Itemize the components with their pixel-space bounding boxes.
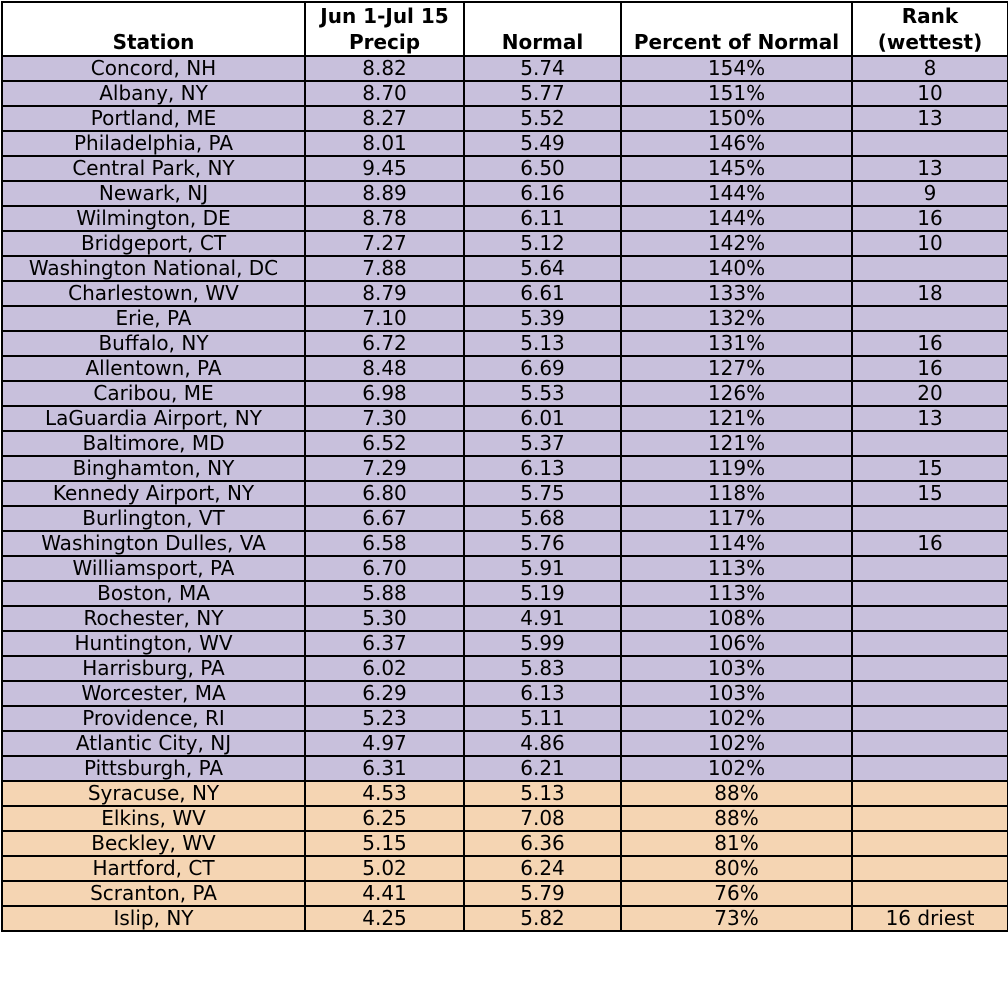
cell-rank: 10 [852, 81, 1008, 106]
cell-station: Huntington, WV [2, 631, 305, 656]
header-rank [852, 2, 1008, 56]
cell-station: Rochester, NY [2, 606, 305, 631]
table-row [2, 806, 1008, 831]
cell-rank [852, 706, 1008, 731]
cell-station: Elkins, WV [2, 806, 305, 831]
cell-normal: 5.79 [464, 881, 621, 906]
cell-station: Kennedy Airport, NY [2, 481, 305, 506]
cell-station: Buffalo, NY [2, 331, 305, 356]
header-normal-label: Normal [501, 30, 584, 54]
cell-normal: 5.53 [464, 381, 621, 406]
cell-normal: 5.68 [464, 506, 621, 531]
cell-precip: 6.72 [305, 331, 464, 356]
cell-percent: 142% [621, 231, 852, 256]
cell-percent: 121% [621, 431, 852, 456]
cell-normal: 6.61 [464, 281, 621, 306]
table-row [2, 131, 1008, 156]
table-row [2, 281, 1008, 306]
cell-percent: 154% [621, 56, 852, 81]
cell-station: LaGuardia Airport, NY [2, 406, 305, 431]
cell-rank [852, 306, 1008, 331]
precip-table [1, 1, 1008, 932]
cell-precip: 6.58 [305, 531, 464, 556]
header-rank-line2: (wettest) [877, 30, 983, 54]
cell-precip: 6.67 [305, 506, 464, 531]
cell-precip: 5.88 [305, 581, 464, 606]
cell-precip: 8.78 [305, 206, 464, 231]
cell-normal: 5.82 [464, 906, 621, 931]
cell-normal: 5.83 [464, 656, 621, 681]
cell-station: Central Park, NY [2, 156, 305, 181]
cell-station: Newark, NJ [2, 181, 305, 206]
cell-station: Islip, NY [2, 906, 305, 931]
cell-precip: 6.52 [305, 431, 464, 456]
table-row [2, 781, 1008, 806]
cell-rank [852, 831, 1008, 856]
cell-station: Erie, PA [2, 306, 305, 331]
cell-rank [852, 806, 1008, 831]
table-row [2, 481, 1008, 506]
cell-precip: 8.89 [305, 181, 464, 206]
table-row [2, 231, 1008, 256]
cell-rank [852, 581, 1008, 606]
cell-percent: 126% [621, 381, 852, 406]
cell-station: Burlington, VT [2, 506, 305, 531]
cell-station: Albany, NY [2, 81, 305, 106]
cell-percent: 113% [621, 556, 852, 581]
cell-normal: 5.76 [464, 531, 621, 556]
cell-rank [852, 256, 1008, 281]
table-row [2, 706, 1008, 731]
cell-precip: 5.23 [305, 706, 464, 731]
cell-rank: 13 [852, 156, 1008, 181]
cell-precip: 8.48 [305, 356, 464, 381]
cell-normal: 6.36 [464, 831, 621, 856]
table-row [2, 81, 1008, 106]
cell-rank: 10 [852, 231, 1008, 256]
table-row [2, 881, 1008, 906]
cell-rank: 13 [852, 406, 1008, 431]
cell-normal: 6.16 [464, 181, 621, 206]
cell-rank [852, 856, 1008, 881]
cell-percent: 88% [621, 781, 852, 806]
table-row [2, 756, 1008, 781]
cell-rank: 16 [852, 531, 1008, 556]
cell-normal: 5.37 [464, 431, 621, 456]
header-percent [621, 2, 852, 56]
cell-precip: 6.70 [305, 556, 464, 581]
cell-percent: 102% [621, 706, 852, 731]
cell-station: Binghamton, NY [2, 456, 305, 481]
cell-rank [852, 606, 1008, 631]
header-percent-label: Percent of Normal [633, 30, 840, 54]
cell-station: Syracuse, NY [2, 781, 305, 806]
cell-normal: 4.86 [464, 731, 621, 756]
cell-rank [852, 556, 1008, 581]
cell-station: Charlestown, WV [2, 281, 305, 306]
cell-precip: 4.41 [305, 881, 464, 906]
cell-rank [852, 631, 1008, 656]
cell-rank: 15 [852, 456, 1008, 481]
cell-percent: 127% [621, 356, 852, 381]
table-row [2, 106, 1008, 131]
cell-rank: 20 [852, 381, 1008, 406]
cell-station: Baltimore, MD [2, 431, 305, 456]
cell-station: Harrisburg, PA [2, 656, 305, 681]
cell-rank: 18 [852, 281, 1008, 306]
cell-precip: 8.82 [305, 56, 464, 81]
cell-normal: 5.74 [464, 56, 621, 81]
cell-precip: 6.29 [305, 681, 464, 706]
cell-station: Worcester, MA [2, 681, 305, 706]
cell-normal: 5.49 [464, 131, 621, 156]
cell-rank [852, 756, 1008, 781]
cell-rank [852, 656, 1008, 681]
cell-rank [852, 731, 1008, 756]
header-station [2, 2, 305, 56]
cell-precip: 5.30 [305, 606, 464, 631]
header-rank-line1: Rank [901, 4, 959, 28]
cell-normal: 6.24 [464, 856, 621, 881]
table-row [2, 156, 1008, 181]
cell-precip: 6.37 [305, 631, 464, 656]
cell-rank [852, 506, 1008, 531]
cell-percent: 118% [621, 481, 852, 506]
cell-percent: 151% [621, 81, 852, 106]
cell-station: Beckley, WV [2, 831, 305, 856]
cell-rank: 8 [852, 56, 1008, 81]
table-row [2, 506, 1008, 531]
table-row [2, 381, 1008, 406]
cell-percent: 140% [621, 256, 852, 281]
table-row [2, 581, 1008, 606]
cell-rank: 15 [852, 481, 1008, 506]
cell-normal: 5.91 [464, 556, 621, 581]
cell-rank: 16 [852, 356, 1008, 381]
cell-percent: 76% [621, 881, 852, 906]
table-row [2, 431, 1008, 456]
cell-station: Atlantic City, NJ [2, 731, 305, 756]
cell-rank [852, 131, 1008, 156]
cell-normal: 7.08 [464, 806, 621, 831]
cell-percent: 81% [621, 831, 852, 856]
table-row [2, 731, 1008, 756]
cell-precip: 6.98 [305, 381, 464, 406]
cell-precip: 9.45 [305, 156, 464, 181]
cell-percent: 117% [621, 506, 852, 531]
cell-percent: 145% [621, 156, 852, 181]
cell-normal: 5.99 [464, 631, 621, 656]
cell-precip: 7.10 [305, 306, 464, 331]
cell-normal: 5.19 [464, 581, 621, 606]
cell-normal: 6.13 [464, 681, 621, 706]
cell-percent: 102% [621, 756, 852, 781]
table-row [2, 906, 1008, 931]
table-row [2, 531, 1008, 556]
header-normal [464, 2, 621, 56]
cell-percent: 144% [621, 181, 852, 206]
cell-normal: 6.13 [464, 456, 621, 481]
cell-precip: 7.29 [305, 456, 464, 481]
cell-percent: 80% [621, 856, 852, 881]
cell-percent: 103% [621, 681, 852, 706]
cell-normal: 6.01 [464, 406, 621, 431]
cell-precip: 6.31 [305, 756, 464, 781]
cell-precip: 7.27 [305, 231, 464, 256]
table-row [2, 606, 1008, 631]
cell-normal: 6.50 [464, 156, 621, 181]
header-precip-line2: Precip [348, 30, 421, 54]
table-row [2, 456, 1008, 481]
cell-rank: 16 [852, 206, 1008, 231]
cell-percent: 88% [621, 806, 852, 831]
cell-normal: 5.39 [464, 306, 621, 331]
cell-precip: 7.88 [305, 256, 464, 281]
cell-precip: 5.15 [305, 831, 464, 856]
cell-rank: 13 [852, 106, 1008, 131]
table-row [2, 856, 1008, 881]
cell-normal: 6.69 [464, 356, 621, 381]
cell-station: Scranton, PA [2, 881, 305, 906]
cell-rank [852, 781, 1008, 806]
cell-precip: 5.02 [305, 856, 464, 881]
cell-station: Allentown, PA [2, 356, 305, 381]
table-row [2, 56, 1008, 81]
cell-percent: 114% [621, 531, 852, 556]
cell-normal: 5.64 [464, 256, 621, 281]
cell-percent: 133% [621, 281, 852, 306]
cell-precip: 6.02 [305, 656, 464, 681]
cell-normal: 6.11 [464, 206, 621, 231]
cell-precip: 8.27 [305, 106, 464, 131]
cell-percent: 106% [621, 631, 852, 656]
cell-precip: 4.25 [305, 906, 464, 931]
cell-normal: 5.77 [464, 81, 621, 106]
cell-percent: 113% [621, 581, 852, 606]
cell-percent: 103% [621, 656, 852, 681]
cell-station: Philadelphia, PA [2, 131, 305, 156]
cell-station: Washington Dulles, VA [2, 531, 305, 556]
cell-percent: 119% [621, 456, 852, 481]
cell-percent: 102% [621, 731, 852, 756]
header-station-label: Station [112, 30, 195, 54]
cell-precip: 6.80 [305, 481, 464, 506]
cell-station: Portland, ME [2, 106, 305, 131]
cell-precip: 8.70 [305, 81, 464, 106]
header-precip-line1: Jun 1-Jul 15 [320, 4, 449, 28]
cell-station: Bridgeport, CT [2, 231, 305, 256]
cell-precip: 6.25 [305, 806, 464, 831]
table-row [2, 331, 1008, 356]
cell-normal: 6.21 [464, 756, 621, 781]
header-precip [305, 2, 464, 56]
cell-station: Caribou, ME [2, 381, 305, 406]
cell-normal: 5.52 [464, 106, 621, 131]
cell-normal: 4.91 [464, 606, 621, 631]
cell-station: Concord, NH [2, 56, 305, 81]
cell-percent: 121% [621, 406, 852, 431]
table-row [2, 306, 1008, 331]
table-row [2, 556, 1008, 581]
table-body [2, 56, 1008, 931]
cell-station: Pittsburgh, PA [2, 756, 305, 781]
cell-normal: 5.11 [464, 706, 621, 731]
cell-rank: 16 driest [852, 906, 1008, 931]
cell-percent: 131% [621, 331, 852, 356]
cell-precip: 4.53 [305, 781, 464, 806]
table-row [2, 256, 1008, 281]
cell-station: Providence, RI [2, 706, 305, 731]
table-row [2, 406, 1008, 431]
table-row [2, 681, 1008, 706]
cell-precip: 7.30 [305, 406, 464, 431]
cell-rank [852, 881, 1008, 906]
cell-station: Washington National, DC [2, 256, 305, 281]
cell-percent: 146% [621, 131, 852, 156]
header-row [2, 2, 1008, 56]
cell-station: Williamsport, PA [2, 556, 305, 581]
cell-station: Wilmington, DE [2, 206, 305, 231]
cell-precip: 4.97 [305, 731, 464, 756]
table-row [2, 206, 1008, 231]
table-row [2, 656, 1008, 681]
cell-percent: 108% [621, 606, 852, 631]
cell-normal: 5.75 [464, 481, 621, 506]
cell-normal: 5.13 [464, 331, 621, 356]
cell-rank: 9 [852, 181, 1008, 206]
table-row [2, 631, 1008, 656]
cell-percent: 73% [621, 906, 852, 931]
cell-station: Hartford, CT [2, 856, 305, 881]
table-row [2, 356, 1008, 381]
table-row [2, 181, 1008, 206]
table-row [2, 831, 1008, 856]
cell-station: Boston, MA [2, 581, 305, 606]
cell-rank [852, 431, 1008, 456]
cell-percent: 132% [621, 306, 852, 331]
cell-rank [852, 681, 1008, 706]
cell-normal: 5.12 [464, 231, 621, 256]
cell-percent: 144% [621, 206, 852, 231]
cell-normal: 5.13 [464, 781, 621, 806]
cell-rank: 16 [852, 331, 1008, 356]
cell-precip: 8.79 [305, 281, 464, 306]
cell-precip: 8.01 [305, 131, 464, 156]
cell-percent: 150% [621, 106, 852, 131]
